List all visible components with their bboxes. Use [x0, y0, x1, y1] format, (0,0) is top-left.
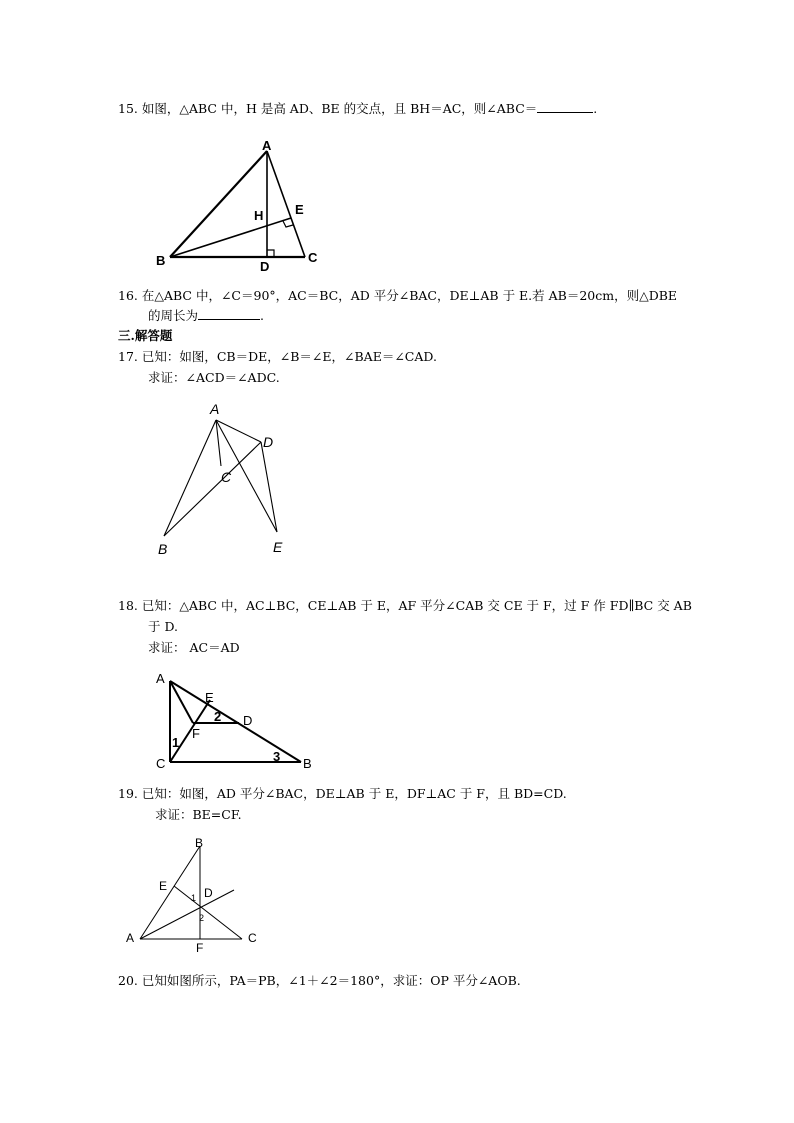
label-h: H [254, 208, 264, 223]
answer-blank[interactable] [537, 100, 593, 113]
question-18-line-3: 求证： AC＝AD [148, 640, 240, 655]
figure-17 [150, 398, 300, 560]
angle-label-2: 2 [214, 709, 222, 724]
question-20: 20. 已知如图所示，PA＝PB，∠1＋∠2＝180°，求证：OP 平分∠AOB. [118, 973, 521, 988]
label-d: D [263, 434, 274, 450]
answer-blank[interactable] [198, 307, 260, 320]
bisector-ad [140, 890, 234, 939]
label-d: D [243, 713, 253, 728]
label-a: A [210, 401, 220, 417]
label-d: D [260, 259, 270, 274]
label-b: B [303, 756, 312, 771]
figure-15 [150, 138, 330, 278]
question-17-line-1: 17. 已知：如图，CB＝DE，∠B＝∠E，∠BAE＝∠CAD. [118, 349, 437, 364]
label-e: E [159, 879, 168, 893]
label-c: C [156, 756, 166, 771]
question-18-line-1: 18. 已知：△ABC 中，AC⊥BC，CE⊥AB 于 E，AF 平分∠CAB 交 CE 于 F，过 F 作 FD∥BC 交 AB [118, 598, 692, 613]
label-a: A [262, 138, 272, 153]
label-a: A [126, 931, 135, 945]
question-15-end: . [593, 101, 598, 116]
figure-19 [120, 832, 270, 954]
label-f: F [196, 941, 204, 955]
label-e: E [273, 539, 283, 555]
question-19-line-1: 19. 已知：如图，AD 平分∠BAC，DE⊥AB 于 E，DF⊥AC 于 F，且 BD=CD. [118, 786, 567, 801]
segment-bd [164, 442, 261, 536]
label-c: C [221, 469, 232, 485]
segment-de [261, 442, 277, 532]
angle-label-1: 1 [172, 735, 180, 750]
right-angle-mark-e [283, 221, 293, 227]
question-16-line-1: 16. 在△ABC 中，∠C＝90°，AC＝BC，AD 平分∠BAC，DE⊥AB 于 E.若 AB＝20cm，则△DBE [118, 288, 678, 303]
section-title: 三.解答题 [118, 328, 173, 343]
label-b: B [195, 836, 204, 850]
angle-label-2: 2 [199, 913, 205, 923]
label-d: D [204, 886, 213, 900]
question-15-text: 15. 如图，△ABC 中，H 是高 AD、BE 的交点，且 BH＝AC，则∠ABC＝ [118, 101, 538, 116]
segment-ad [216, 420, 261, 442]
label-b: B [156, 253, 166, 268]
question-15 [118, 100, 597, 117]
question-17-line-2: 求证：∠ACD＝∠ADC. [148, 370, 280, 385]
segment-ce [170, 700, 210, 762]
label-e: E [205, 690, 214, 705]
label-b: B [158, 541, 168, 557]
question-19-line-2: 求证：BE=CF. [155, 807, 242, 822]
segment-ab [164, 420, 216, 536]
label-f: F [192, 726, 200, 741]
label-e: E [295, 202, 304, 217]
label-c: C [308, 250, 318, 265]
angle-label-3: 3 [273, 749, 281, 764]
angle-label-1: 1 [191, 893, 197, 903]
label-c: C [248, 931, 257, 945]
question-16-text: 的周长为 [148, 308, 199, 323]
figure-18 [150, 668, 325, 774]
segment-ab [170, 681, 301, 762]
question-18-line-2: 于 D. [148, 619, 179, 634]
question-16-end: . [260, 308, 264, 323]
question-16-line-2 [148, 307, 264, 324]
label-a: A [156, 671, 165, 686]
